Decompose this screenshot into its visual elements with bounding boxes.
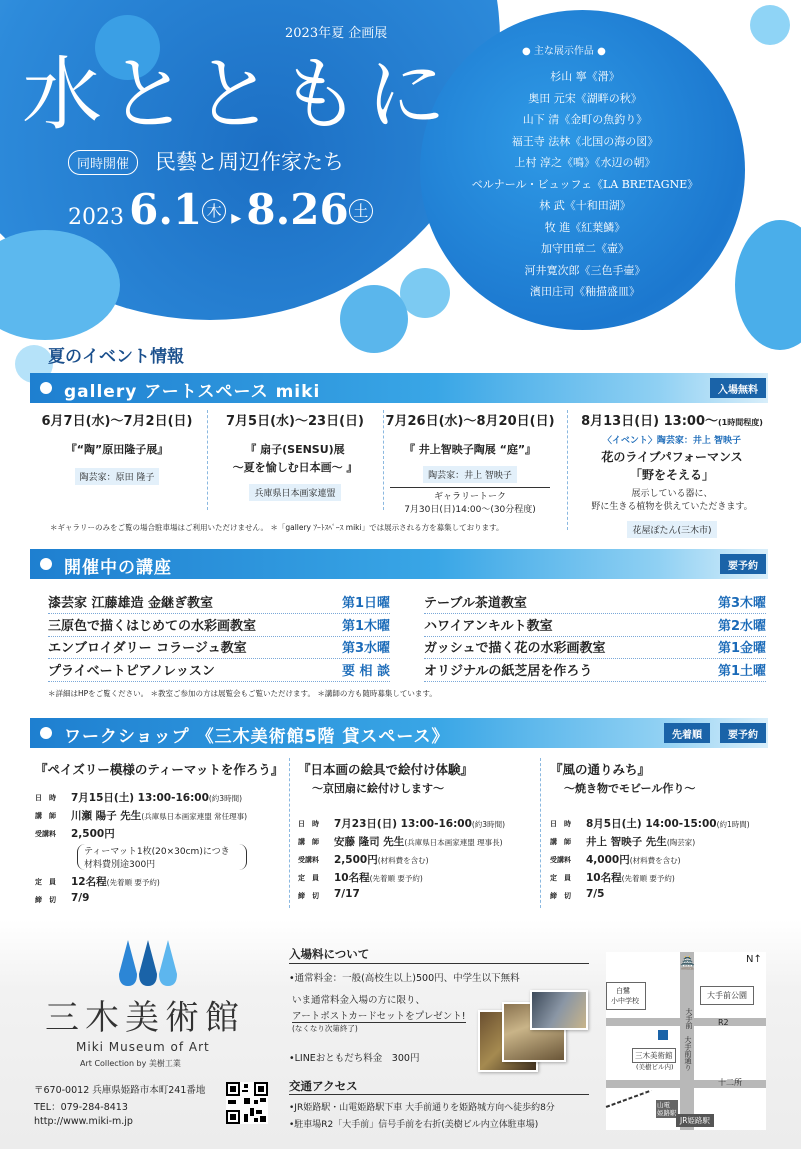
course-day: 第3木曜 — [717, 596, 766, 611]
map-sanden-2: 姫路駅 — [657, 1109, 677, 1117]
work-item: 杉山 寧《滑》 — [550, 70, 620, 83]
access-map — [606, 952, 766, 1130]
map-museum-marker — [658, 1030, 668, 1040]
gallery-event-1 — [32, 410, 202, 485]
ws-lecturer-row — [298, 834, 543, 852]
map-museum-sub: (美樹ビル内) — [636, 1063, 674, 1071]
logo-en: Miki Museum of Art — [76, 1040, 210, 1054]
date-start: 6.1 — [129, 185, 203, 234]
ws-fee: 4,000円 — [586, 854, 630, 866]
map-railway — [606, 1090, 652, 1108]
fee-heading: 入場料について — [289, 947, 370, 961]
ws-capacity-row — [550, 870, 775, 888]
qr-code-icon[interactable] — [226, 1082, 268, 1124]
logo-jp: 三木美術館 — [45, 998, 245, 1038]
workshop-title: 『ペイズリー模様のティーマットを作ろう』 — [35, 762, 284, 777]
divider — [289, 1094, 589, 1095]
ws-lecturer: 川瀬 陽子 先生 — [71, 810, 142, 822]
bullet-icon — [40, 558, 52, 570]
reservation-badge: 要予約 — [720, 723, 766, 743]
ws-capacity-row — [35, 874, 285, 892]
ws-value — [586, 888, 604, 900]
ws-capacity: 10名程 — [586, 872, 622, 884]
workshop-3 — [550, 760, 775, 906]
course-row — [424, 615, 766, 637]
ws-fee-row — [550, 852, 775, 870]
ws-value — [586, 870, 675, 885]
map-r2: R2 — [718, 1018, 729, 1027]
divider — [540, 758, 541, 908]
event-date: 7月5日(水)～23日(日) — [226, 414, 364, 429]
reservation-badge: 要予約 — [720, 554, 766, 574]
work-item: 上村 淳之《鳴》《水辺の朝》 — [514, 156, 656, 169]
ws-value — [334, 816, 505, 831]
logo-sub: Art Collection by 美樹工業 — [80, 1059, 181, 1068]
courses-bar — [30, 549, 768, 579]
work-item: 奥田 元宋《湖畔の秋》 — [528, 91, 642, 105]
works-heading: ● 主な展示作品 ● — [522, 46, 606, 57]
works-list — [440, 66, 730, 303]
first-come-badge: 先着順 — [664, 723, 710, 743]
ws-fee: 2,500円 — [71, 828, 115, 840]
ws-label: 日 時 — [35, 794, 56, 802]
date-end: 8.26 — [246, 185, 349, 234]
map-school-2: 小中学校 — [611, 997, 639, 1005]
ws-fee-note: (材料費を含む) — [629, 856, 681, 865]
work-item: ベルナール・ビュッフェ《LA BRETAGNE》 — [471, 177, 699, 191]
event-title-2: 「野をそえる」 — [629, 468, 714, 482]
ws-deadline-row — [550, 888, 775, 906]
ws-date-note: (約3時間) — [208, 794, 242, 803]
ws-capacity: 10名程 — [334, 872, 370, 884]
workshop-1 — [35, 760, 285, 910]
ws-value — [71, 826, 115, 841]
course-day: 第1金曜 — [717, 641, 766, 656]
simul-tag: 同時開催 — [68, 150, 138, 175]
date-year: 2023 — [68, 205, 124, 230]
event-title: 『“陶”原田隆子展』 — [65, 443, 169, 456]
map-avenue: 大手前通り — [684, 1036, 692, 1071]
ws-fee-note-1: ティーマット1枚(20×30cm)につき — [84, 847, 230, 857]
map-jr-station: JR姫路駅 — [676, 1114, 714, 1127]
gallery-event-2 — [210, 410, 380, 501]
map-sanden-1: 山電 — [657, 1101, 670, 1109]
course-name: ハワイアンキルト教室 — [424, 618, 553, 634]
bg-circle-small3 — [340, 285, 408, 353]
work-item: 牧 進《紅葉鱗》 — [544, 220, 626, 234]
course-day: 第1日曜 — [341, 596, 390, 611]
address: 〒670-0012 兵庫県姫路市本町241番地 — [34, 1085, 206, 1096]
ws-date: 7月15日(土) 13:00-16:00 — [71, 792, 209, 804]
gallery-talk-time: 7月30日(日)14:00～(30分程度) — [404, 505, 536, 515]
ws-lecturer: 井上 智映子 先生 — [586, 836, 667, 848]
course-day: 第1木曜 — [341, 618, 390, 634]
ws-label: 講 師 — [550, 838, 571, 846]
bg-circle-right — [735, 220, 801, 350]
ws-label: 定 員 — [550, 874, 571, 882]
ws-label: 締 切 — [35, 896, 56, 904]
ws-deadline: 7/5 — [586, 888, 605, 900]
course-row — [48, 660, 390, 682]
course-name: オリジナルの紙芝居を作ろう — [424, 663, 593, 679]
ws-lecturer-row — [35, 808, 285, 826]
ws-label: 日 時 — [298, 820, 319, 828]
access-heading: 交通アクセス — [289, 1079, 358, 1093]
ws-label: 締 切 — [550, 892, 571, 900]
event-desc-2: 野に生きる植物を供えていただきます。 — [591, 502, 753, 512]
course-name: エンブロイダリー コラージュ教室 — [48, 641, 247, 656]
promo-line-2: アートポストカードセットをプレゼント! — [292, 1008, 466, 1023]
ws-capacity-note: (先着順 要予約) — [369, 874, 423, 883]
event-artist: 陶芸家：原田 隆子 — [75, 468, 160, 485]
course-row — [48, 592, 390, 614]
north-arrow-icon: N↑ — [746, 954, 762, 965]
ws-capacity: 12名程 — [71, 876, 107, 888]
summer-heading: 夏のイベント情報 — [48, 347, 184, 367]
course-day: 要 相 談 — [341, 663, 390, 679]
ws-value — [334, 834, 503, 849]
course-row — [48, 615, 390, 637]
ws-label: 受講料 — [35, 830, 56, 838]
date-start-day: 木 — [202, 199, 226, 223]
gallery-title: gallery アートスペース miki — [64, 382, 321, 402]
gallery-event-3 — [380, 410, 560, 515]
gallery-talk: ギャラリートーク — [390, 487, 550, 502]
workshop-title: 『日本画の絵具で絵付け体験』 — [298, 762, 474, 777]
ws-label: 講 師 — [298, 838, 319, 846]
ws-lecturer-note: (陶芸家) — [666, 838, 696, 847]
event-date — [572, 410, 772, 429]
event-artist: 兵庫県日本画家連盟 — [249, 484, 340, 501]
workshop-title: 『風の通りみち』 — [550, 762, 651, 777]
bullet-icon — [40, 727, 52, 739]
event-title-2: ～夏を愉しむ日本画～ 』 — [232, 461, 358, 474]
map-otemae: 大手前 — [685, 1008, 693, 1029]
access-train: •JR姫路駅・山電姫路駅下車 大手前通りを姫路城方向へ徒歩約8分 — [289, 1103, 555, 1113]
postcard-image-1 — [530, 990, 588, 1030]
work-item: 福王寺 法林《北国の海の図》 — [511, 134, 659, 148]
ws-value — [71, 808, 247, 823]
workshop-title: ワークショップ 《三木美術館5階 貸スペース》 — [64, 727, 450, 747]
course-name: テーブル茶道教室 — [424, 596, 527, 611]
event-date: 6月7日(水)～7月2日(日) — [41, 414, 193, 429]
ws-value — [586, 834, 695, 849]
ws-value — [71, 874, 160, 889]
event-date: 7月26日(水)～8月20日(日) — [385, 414, 555, 429]
ws-date-row — [298, 816, 543, 834]
ws-deadline-row — [35, 892, 285, 910]
ws-fee-note — [77, 844, 247, 870]
ws-lecturer-note: (兵庫県日本画家連盟 理事長) — [404, 838, 503, 847]
work-item: 加守田章二《壷》 — [541, 242, 629, 255]
divider — [567, 410, 568, 530]
ws-deadline: 7/9 — [71, 892, 90, 904]
map-junika: 十二所 — [718, 1078, 742, 1087]
ws-lecturer: 安藤 隆司 先生 — [334, 836, 405, 848]
ws-date: 8月5日(土) 14:00-15:00 — [586, 818, 717, 830]
logo-drops-icon — [118, 940, 178, 990]
ws-label: 定 員 — [298, 874, 319, 882]
workshop-subtitle: ～焼き物でモビール作り～ — [564, 782, 696, 795]
date-range — [68, 185, 373, 235]
ws-deadline-row — [298, 888, 543, 906]
line-fee: •LINEおともだち料金 300円 — [289, 1053, 420, 1064]
ws-value — [334, 852, 429, 867]
divider — [289, 758, 290, 908]
ws-label: 締 切 — [298, 892, 319, 900]
castle-icon: 🏯 — [680, 956, 695, 970]
ws-label: 受講料 — [298, 856, 319, 864]
workshop-subtitle: ～京団扇に絵付けします～ — [312, 782, 444, 795]
work-item: 河井寛次郎《三色手壷》 — [524, 263, 646, 277]
telephone: TEL：079-284-8413 — [34, 1102, 128, 1113]
divider — [289, 963, 589, 964]
event-date-note: (1時間程度) — [718, 418, 763, 427]
ws-date: 7月23日(日) 13:00-16:00 — [334, 818, 472, 830]
ws-value — [334, 870, 423, 885]
ws-date-note: (約1時間) — [716, 820, 750, 829]
workshop-2 — [298, 760, 543, 906]
ws-date-note: (約3時間) — [471, 820, 505, 829]
ws-value — [71, 790, 242, 805]
ws-fee-row — [298, 852, 543, 870]
ws-fee-note-2: 材料費別途300円 — [84, 860, 156, 870]
event-title: 花のライブパフォーマンス — [601, 450, 743, 464]
bg-circle-tiny — [750, 5, 790, 45]
course-row — [424, 660, 766, 682]
course-day: 第2水曜 — [717, 618, 766, 634]
bullet-icon — [40, 382, 52, 394]
course-row — [424, 637, 766, 659]
website-link[interactable]: http://www.miki-m.jp — [34, 1116, 133, 1127]
ws-lecturer-note: (兵庫県日本画家連盟 常任理事) — [141, 812, 248, 821]
ws-date-row — [550, 816, 775, 834]
ws-label: 日 時 — [550, 820, 571, 828]
map-school: 白鷺 — [616, 987, 630, 995]
ws-date-row — [35, 790, 285, 808]
event-title: 『 扇子(SENSU)展 — [245, 443, 345, 456]
ws-value — [71, 892, 89, 904]
workshop-bar — [30, 718, 768, 748]
fee-regular: •通常料金：一般(高校生以上)500円、中学生以下無料 — [289, 973, 520, 984]
main-title: 水とともに — [22, 48, 452, 141]
ws-value — [334, 888, 360, 900]
ws-label: 講 師 — [35, 812, 56, 820]
course-day: 第3水曜 — [341, 641, 390, 656]
event-desc: 展示している器に、 — [631, 489, 713, 499]
map-sanden — [656, 1100, 678, 1118]
ws-fee-row — [35, 826, 285, 844]
ws-capacity-row — [298, 870, 543, 888]
ws-deadline: 7/17 — [334, 888, 360, 900]
map-park: 大手前公園 — [700, 986, 754, 1005]
event-label: 〈イベント〉陶芸家：井上 智映子 — [602, 436, 742, 446]
promo-line-3: (なくなり次第終了) — [292, 1024, 358, 1033]
gallery-event-4 — [572, 410, 772, 538]
course-row — [424, 592, 766, 614]
ws-lecturer-row — [550, 834, 775, 852]
work-item: 濱田庄司《釉描盛皿》 — [530, 285, 640, 298]
event-artist: 陶芸家：井上 智映子 — [423, 466, 517, 483]
course-name: 漆芸家 江藤雄造 金継ぎ教室 — [48, 596, 214, 611]
work-item: 山下 清《金町の魚釣り》 — [522, 113, 648, 126]
ws-label: 受講料 — [550, 856, 571, 864]
divider — [207, 410, 208, 510]
course-name: 三原色で描くはじめての水彩画教室 — [48, 618, 257, 634]
work-item: 林 武《十和田湖》 — [539, 199, 631, 212]
map-museum: 三木美術館 — [632, 1048, 676, 1063]
course-row — [48, 637, 390, 659]
date-end-day: 土 — [349, 199, 373, 223]
free-admission-badge: 入場無料 — [710, 378, 766, 398]
map-road — [606, 1080, 766, 1088]
promo-line-1: いま通常料金入場の方に限り、 — [292, 995, 426, 1006]
courses-note: ＊詳細はHPをご覧ください。 ＊教室ご参加の方は展覧会もご覧いただけます。 ＊講師の方も随時募集しています。 — [48, 689, 437, 698]
ws-capacity-note: (先着順 要予約) — [106, 878, 160, 887]
event-date-text: 8月13日(日) 13:00～ — [581, 414, 719, 429]
access-parking: •駐車場R2「大手前」信号手前を右折(美樹ビル内立体駐車場) — [289, 1120, 539, 1130]
event-artist: 花屋ぽたん(三木市) — [627, 521, 716, 538]
ws-value — [586, 852, 681, 867]
ws-label: 定 員 — [35, 878, 56, 886]
event-title: 『 井上智映子陶展 “庭”』 — [403, 443, 537, 456]
course-name: ガッシュで描く花の水彩画教室 — [424, 641, 606, 656]
course-name: プライベートピアノレッスン — [48, 663, 215, 679]
course-day: 第1土曜 — [717, 663, 766, 679]
simul-title: 民藝と周辺作家たち — [155, 150, 344, 174]
ws-value — [586, 816, 750, 831]
ws-capacity-note: (先着順 要予約) — [621, 874, 675, 883]
ws-fee-note: (材料費を含む) — [377, 856, 429, 865]
gallery-note: ＊ギャラリーのみをご覧の場合駐車場はご利用いただけません。 ＊「gallery ｱｰﾄｽﾍﾟｰｽ miki」では展示される方を募集しております。 — [50, 523, 504, 532]
year-label: 2023年夏 企画展 — [285, 26, 388, 41]
ws-fee: 2,500円 — [334, 854, 378, 866]
date-separator: ▸ — [231, 205, 242, 229]
courses-title: 開催中の講座 — [64, 558, 172, 578]
gallery-bar — [30, 373, 768, 403]
